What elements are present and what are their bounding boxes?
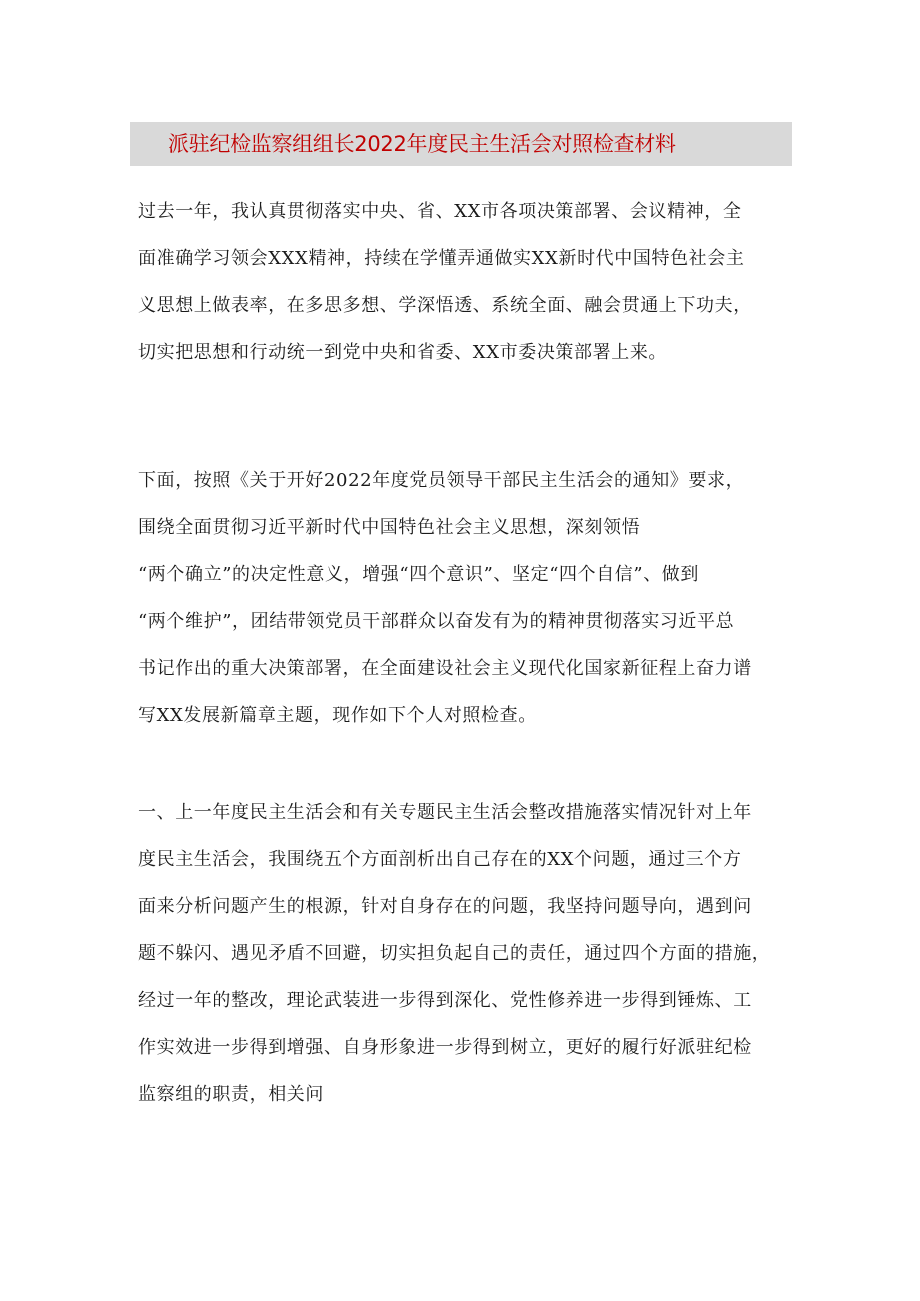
text-line: 下面，按照《关于开好2022年度党员领导干部民主生活会的通知》要求， <box>138 470 745 491</box>
text-line: 面来分析问题产生的根源，针对自身存在的问题，我坚持问题导向，遇到问 <box>138 896 752 917</box>
paragraph-intro <box>138 188 798 376</box>
text-line: 题不躲闪、遇见矛盾不回避，切实担负起自己的责任，通过四个方面的措施， <box>138 943 771 964</box>
text-line: 一、上一年度民主生活会和有关专题民主生活会整改措施落实情况针对上年 <box>138 802 752 823</box>
text-line: 书记作出的重大决策部署，在全面建设社会主义现代化国家新征程上奋力谱 <box>138 658 752 679</box>
text-line: 作实效进一步得到增强、自身形象进一步得到树立，更好的履行好派驻纪检 <box>138 1037 752 1058</box>
paragraph-section-one <box>138 789 798 1118</box>
text-line: 义思想上做表率，在多思多想、学深悟透、系统全面、融会贯通上下功夫， <box>138 295 752 316</box>
text-line: 面准确学习领会XXX精神，持续在学懂弄通做实XX新时代中国特色社会主 <box>138 248 745 269</box>
text-line: 写XX发展新篇章主题，现作如下个人对照检查。 <box>138 705 537 726</box>
paragraph-purpose <box>138 457 798 739</box>
text-line: “两个确立”的决定性意义，增强“四个意识”、坚定“四个自信”、做到 <box>138 564 700 585</box>
text-line: 度民主生活会，我围绕五个方面剖析出自己存在的XX个问题，通过三个方 <box>138 849 742 870</box>
text-line: 过去一年，我认真贯彻落实中央、省、XX市各项决策部署、会议精神，全 <box>138 201 742 222</box>
text-line: “两个维护”，团结带领党员干部群众以奋发有为的精神贯彻落实习近平总 <box>138 611 735 632</box>
title-banner <box>130 122 792 166</box>
text-line: 经过一年的整改，理论武装进一步得到深化、党性修养进一步得到锤炼、工 <box>138 990 752 1011</box>
text-line: 切实把思想和行动统一到党中央和省委、XX市委决策部署上来。 <box>138 342 668 363</box>
text-line: 监察组的职责，相关问 <box>138 1084 324 1105</box>
document-title: 派驻纪检监察组组长2022年度民主生活会对照检查材料 <box>168 132 676 156</box>
text-line: 围绕全面贯彻习近平新时代中国特色社会主义思想，深刻领悟 <box>138 517 641 538</box>
